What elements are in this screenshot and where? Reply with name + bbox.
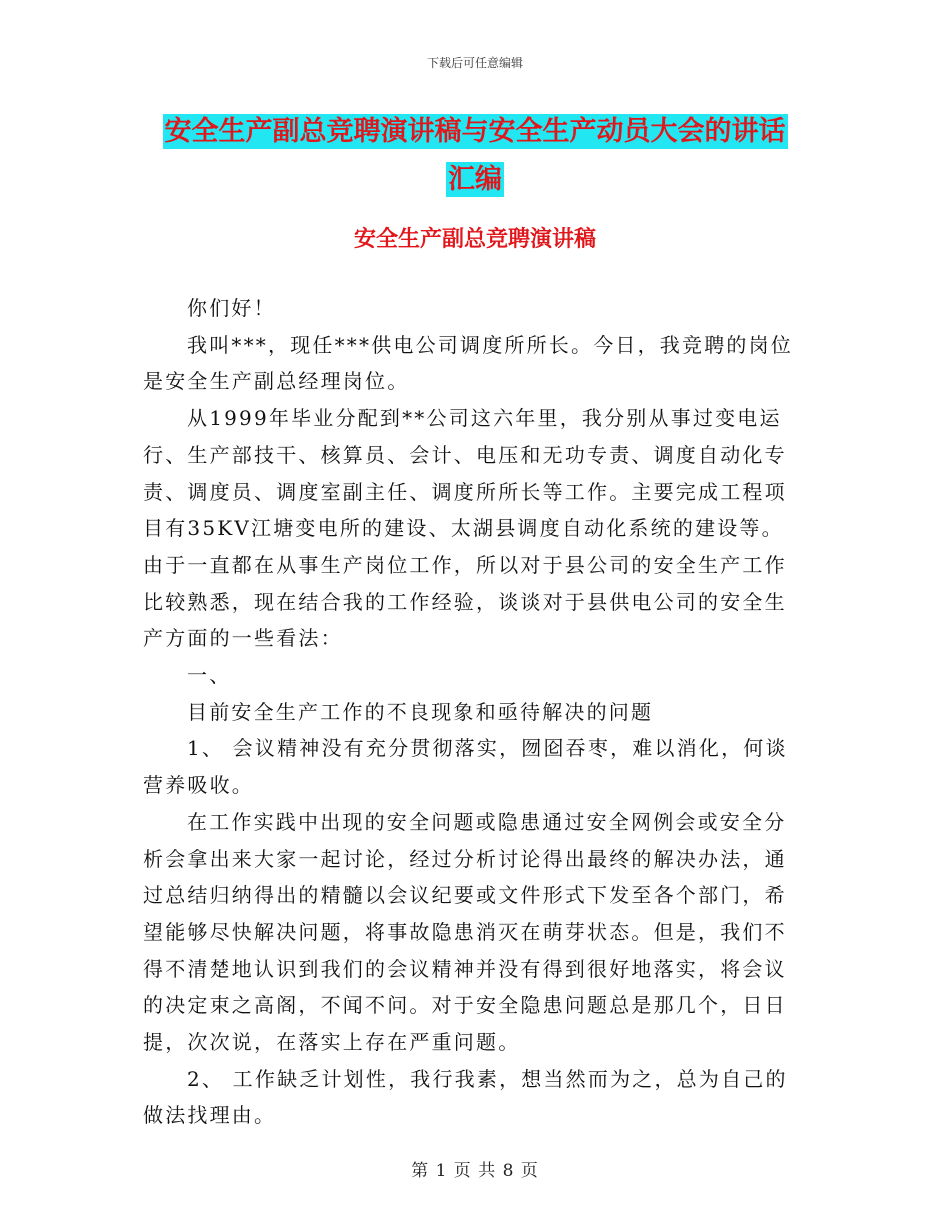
- paragraph-work-history: 从1999年毕业分配到**公司这六年里，我分别从事过变电运行、生产部技干、核算员、会计、电压和无功专责、调度自动化专责、调度员、调度室副主任、调度所所长等工作。主要完成工程项目有35KV江塘变电所的建设、太湖县调度自动化系统的建设等。由于一直都在从事生产岗位工作，所以对于县公司的安全生产工作比较熟悉，现在结合我的工作经验，谈谈对于县供电公司的安全生产方面的一些看法：: [143, 406, 787, 651]
- paragraph-greeting: 你们好！: [187, 296, 276, 320]
- paragraph-point-2: 2、 工作缺乏计划性，我行我素，想当然而为之，总为自己的做法找理由。: [143, 1066, 788, 1128]
- paragraph-section-number: 一、: [187, 663, 232, 688]
- document-title-line-1: 安全生产副总竞聘演讲稿与安全生产动员大会的讲话: [164, 116, 786, 147]
- section-title: 安全生产副总竞聘演讲稿: [353, 227, 596, 252]
- page-footer: 第 1 页 共 8 页: [411, 1161, 539, 1181]
- document-title: [0, 108, 950, 204]
- paragraph-point-1: 1、 会议精神没有充分贯彻落实，囫囵吞枣，难以消化，何谈营养吸收。: [143, 736, 788, 798]
- header-note: 下载后可任意编辑: [426, 56, 523, 70]
- paragraph-point-1-detail: 在工作实践中出现的安全问题或隐患通过安全网例会或安全分析会拿出来大家一起讨论，经过分析讨论得出最终的解决办法，通过总结归纳得出的精髓以会议纪要或文件形式下发至各个部门，希望能够尽快解决问题，将事故隐患消灭在萌芽状态。但是，我们不得不清楚地认识到我们的会议精神并没有得到很好地落实，将会议的决定束之高阁，不闻不问。对于安全隐患问题总是那几个，日日提，次次说，在落实上存在严重问题。: [143, 809, 787, 1055]
- document-body: [143, 290, 803, 1134]
- paragraph-section-heading: 目前安全生产工作的不良现象和亟待解决的问题: [187, 699, 654, 724]
- paragraph-introduction: 我叫***，现任***供电公司调度所所长。今日，我竞聘的岗位是安全生产副总经理岗位。: [143, 332, 793, 394]
- document-title-line-2: 汇编: [448, 164, 502, 195]
